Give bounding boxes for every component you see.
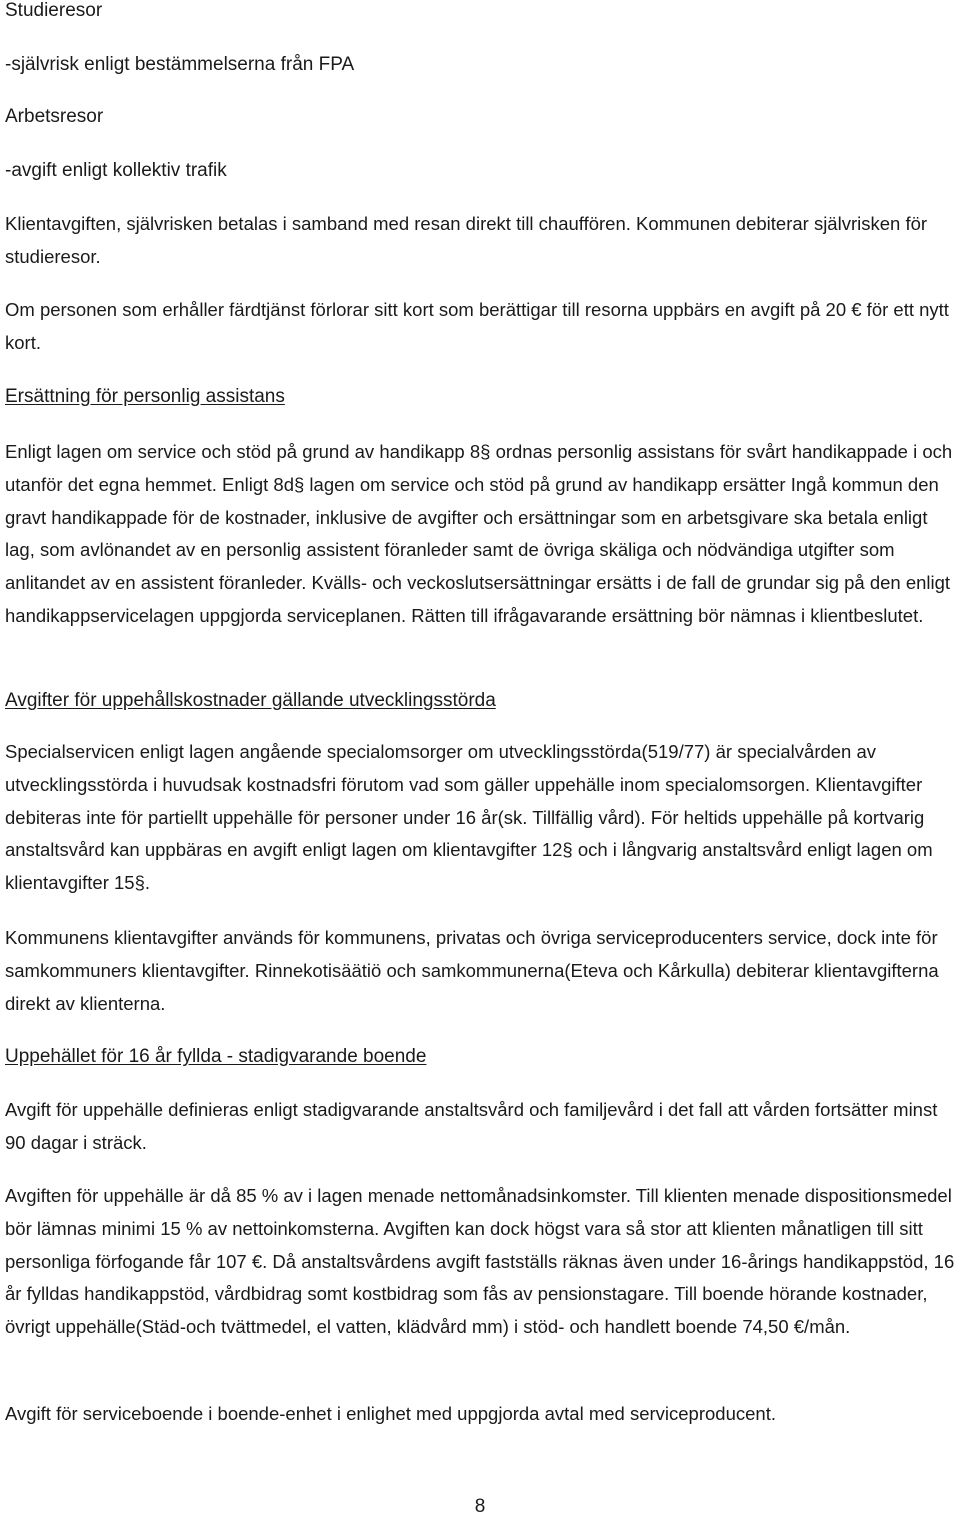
line-studieresor: Studieresor [5,0,103,21]
heading-personlig-assistans: Ersättning för personlig assistans [5,386,285,407]
paragraph-forlorar-kort: Om personen som erhåller färdtjänst förlorar sitt kort som berättigar till resorna uppbärs en avgift på 20 € för ett nytt kort. [5,299,949,353]
paragraph-klientavgiften: Klientavgiften, självrisken betalas i samband med resan direkt till chauffören. Kommunen debiterar självrisken för studieresor. [5,213,928,267]
page-number: 8 [474,1496,486,1517]
line-sjalvrisk-fpa: -självrisk enligt bestämmelserna från FPA [5,54,355,75]
paragraph-kommunens-klientavgifter: Kommunens klientavgifter används för kommunens, privatas och övriga serviceproducenters service, dock inte för samkommuners klientavgifter. Rinnekotisäätiö och samkommunerna(Eteva och Kårkulla) debiterar klientavgifterna direkt av klienterna. [5,927,939,1014]
paragraph-personlig-assistans: Enligt lagen om service och stöd på grund av handikapp 8§ ordnas personlig assistans för svårt handikappade i och utanför det egna hemmet. Enligt 8d§ lagen om service och stöd på grund av handikapp ersätter Ingå kommun den gravt handikappade för de kostnader, inklusive de avgifter och ersättningar som en arbetsgivare ska betala enligt lag, som avlönandet av en personlig assistent föranleder samt de övriga skäliga och nödvändiga utgifter som anlitandet av en assistent föranleder. Kvälls- och veckoslutsersättningar ersätts i de fall de grundar sig på den enligt handikappservicelagen uppgjorda serviceplanen. Rätten till ifrågavarande ersättning bör nämnas i klientbeslutet. [5,441,953,626]
heading-uppehallskostnader: Avgifter för uppehållskostnader gällande utvecklingsstörda [5,690,496,711]
paragraph-serviceboende: Avgift för serviceboende i boende-enhet i enlighet med uppgjorda avtal med serviceproducent. [5,1403,776,1424]
line-avgift-kollektiv: -avgift enligt kollektiv trafik [5,160,227,181]
line-arbetsresor: Arbetsresor [5,106,104,127]
heading-uppehallet-16: Uppehället för 16 år fyllda - stadigvarande boende [5,1046,427,1067]
paragraph-specialservicen: Specialservicen enligt lagen angående specialomsorger om utvecklingsstörda(519/77) är specialvården av utvecklingsstörda i huvudsak kostnadsfri förutom vad som gäller uppehälle inom specialomsorgen. Klientavgifter debiteras inte för partiellt uppehälle för personer under 16 år(sk. Tillfällig vård). För heltids uppehälle på kortvarig anstaltsvård kan uppbäras en avgift enligt lagen om klientavgifter 12§ och i långvarig anstaltsvård enligt lagen om klientavgifter 15§. [5,741,933,894]
paragraph-avgiften-85: Avgiften för uppehälle är då 85 % av i lagen menade nettomånadsinkomster. Till klienten menade dispositionsmedel bör lämnas minimi 15 % av nettoinkomsterna. Avgiften kan dock högst vara så stor att klienten månatligen till sitt personliga förfogande får 107 €. Då anstaltsvårdens avgift fastställs räknas även under 16-årings handikappstöd, 16 år fylldas handikappstöd, vårdbidrag somt kostbidrag som fås av pensionstagare. Till boende hörande kostnader, övrigt uppehälle(Städ-och tvättmedel, el vatten, klädvård mm) i stöd- och handlett boende 74,50 €/mån. [5,1185,955,1338]
paragraph-avgift-uppehalle-definition: Avgift för uppehälle definieras enligt stadigvarande anstaltsvård och familjevård i det fall att vården fortsätter minst 90 dagar i sträck. [5,1099,938,1153]
